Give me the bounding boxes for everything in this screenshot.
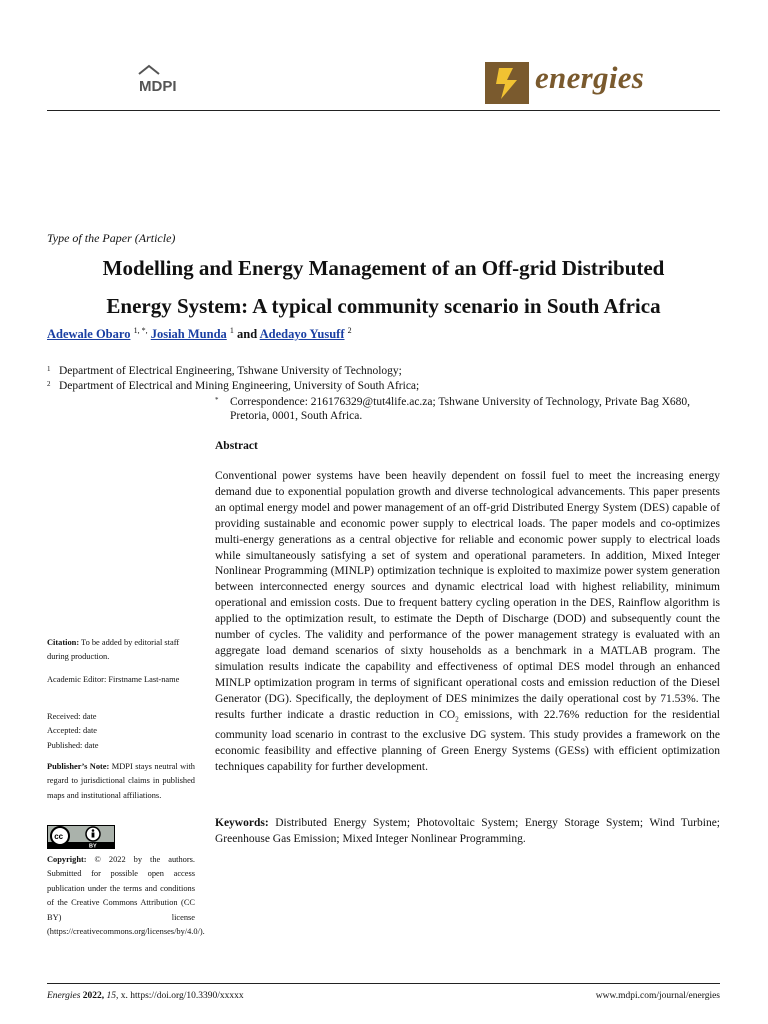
footer-year: 2022,: [80, 991, 107, 1001]
lightning-icon: [485, 62, 529, 104]
svg-text:MDPI: MDPI: [139, 78, 177, 95]
license-badge-text: BY: [89, 843, 97, 849]
citation-text: To be added by editorial staff during production.: [47, 638, 180, 662]
journal-name: energies: [535, 60, 645, 95]
author-affiliation-mark: 1: [229, 326, 234, 335]
published-date: Published: date: [47, 740, 99, 750]
abstract-heading: Abstract: [215, 440, 258, 452]
footer-doi[interactable]: , x. https://doi.org/10.3390/xxxxx: [116, 991, 244, 1001]
mdpi-logo: [137, 64, 195, 96]
author-affiliation-mark: 1, *,: [133, 326, 148, 335]
footer-volume: 15: [106, 991, 117, 1001]
journal-url[interactable]: www.mdpi.com/journal/energies: [595, 991, 720, 1001]
affiliation: [47, 364, 659, 378]
accepted-date: Accepted: date: [47, 726, 97, 736]
correspondence-mark: *: [215, 396, 219, 404]
author-link[interactable]: Adedayo Yusuff: [259, 327, 345, 342]
co2-subscript: 2: [455, 714, 459, 723]
affiliation: [47, 379, 659, 393]
svg-text:cc: cc: [54, 832, 64, 841]
copyright-label: Copyright:: [47, 855, 87, 864]
publisher-note-label: Publisher’s Note:: [47, 762, 110, 771]
abstract-text: [215, 469, 720, 776]
affiliation-text: Department of Electrical Engineering, Tshwane University of Technology;: [59, 365, 402, 377]
copyright-text: © 2022 by the authors. Submitted for possible open access publication under the terms and conditions of the Creative Commons Attribution (CC BY) license (https://creativecommons.org/licenses/by/4.0/).: [47, 855, 205, 937]
cc-by-icon[interactable]: [47, 825, 115, 849]
paper-type: Type of the Paper (Article): [47, 231, 176, 245]
author-conjunction: and: [237, 327, 258, 342]
publisher-note: [47, 760, 195, 803]
keywords-label: Keywords:: [215, 817, 269, 829]
paper-title-line-1: Modelling and Energy Management of an Off-grid Distributed: [102, 256, 665, 280]
abstract-text-part-1: Conventional power systems have been heavily dependent on fossil fuel to meet the increasing energy demand due to exponential population growth and diverse technological advancements. This paper presents an optimal energy model and power management of an off-grid Distributed Energy System (DES) capable of providing sustainable and economic power supply to electrical loads. The paper models and co-optimizes multi-energy generations as a central objective for reliable and economic power supply to electrical loads while simultaneously satisfying a set of system and operational parameters. In addition, Mixed Integer Nonlinear Programming (MINLP) optimization technique is exploited to maximize power system generation between interconnected energy sources and dynamic electrical load with highest reliability, minimum operational and emission costs. Due to frequent battery cycling operation in the DES, Rainflow algorithm is applied to the optimization result, to estimate the Depth of Discharge (DOD) and subsequently count the number of cycles. The validity and performance of the power management strategy is evaluated with an aggregate load demand scenarios of sixty households as a benchmark in a MATLAB program. The simulation results indicate the capability and effectiveness of optimal DES model through an enhanced MINLP optimization program in terms of significant operational costs and emission reduction of the Diesel Generator (DG). Specifically, the deployment of DES minimizes the daily operational cost by 71.53%. The results further indicate a drastic reduction in CO: [215, 470, 720, 721]
received-date: Received: date: [47, 712, 97, 721]
affiliation-mark: 1: [47, 365, 51, 373]
copyright-note: [47, 853, 205, 939]
author-list: [47, 326, 352, 342]
footer-journal: Energies: [47, 991, 81, 1001]
author-link[interactable]: Josiah Munda: [150, 327, 227, 342]
citation-label: Citation:: [47, 638, 80, 647]
publication-dates: [47, 710, 195, 753]
citation-note: [47, 636, 195, 665]
academic-editor: Academic Editor: Firstname Last-name: [47, 675, 180, 684]
footer-divider: [47, 983, 720, 984]
abstract-text-part-2: emissions, with 22.76% reduction for the residential community load scenario in contrast to the exclusive DG system. This study provides a framework on the economic feasibility and effective planning of Green Energy Systems (GESs) with efficient optimization techniques capability for further development.: [215, 708, 720, 773]
correspondence-text: Correspondence: 216176329@tut4life.ac.za; Tshwane University of Technology, Private Bag X680, Pretoria, 0001, South Africa.: [230, 396, 691, 422]
correspondence: [215, 395, 710, 423]
affiliation-text: Department of Electrical and Mining Engineering, University of South Africa;: [59, 380, 420, 392]
footer-citation: [47, 991, 244, 1001]
author-affiliation-mark: 2: [347, 326, 352, 335]
paper-title-line-2: Energy System: A typical community scenario in South Africa: [106, 294, 661, 318]
header-divider: [47, 110, 720, 111]
keywords: [215, 816, 720, 848]
keywords-text: Distributed Energy System; Photovoltaic System; Energy Storage System; Wind Turbine; Greenhouse Gas Emission; Mixed Integer Nonlinear Programming.: [215, 817, 720, 845]
author-link[interactable]: Adewale Obaro: [47, 327, 131, 342]
affiliation-mark: 2: [47, 380, 51, 388]
publisher-note-text: MDPI stays neutral with regard to jurisdictional claims in published maps and institutional affiliations.: [47, 762, 195, 800]
